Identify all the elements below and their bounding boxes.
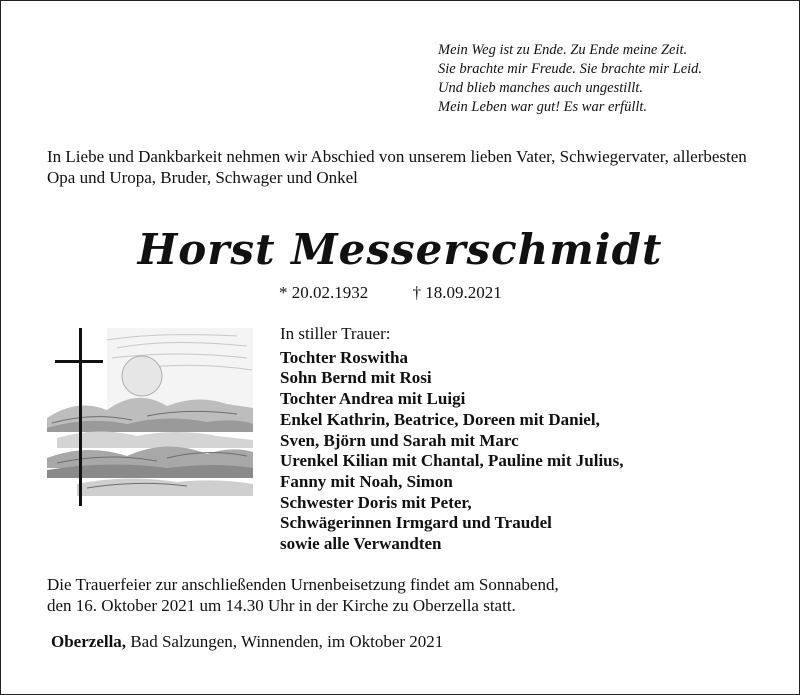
mourner-line: sowie alle Verwandten bbox=[280, 534, 442, 554]
mourner-line: Fanny mit Noah, Simon bbox=[280, 471, 453, 491]
deceased-name: Horst Messerschmidt bbox=[137, 225, 663, 274]
poem-line: Mein Leben war gut! Es war erfüllt. bbox=[438, 99, 648, 115]
mourner-line: Urenkel Kilian mit Chantal, Pauline mit Julius, bbox=[280, 451, 624, 471]
birth-date: * 20.02.1932 bbox=[279, 283, 369, 302]
poem bbox=[438, 41, 778, 117]
mourner-line: Schwester Doris mit Peter, bbox=[280, 492, 472, 512]
mourning-list bbox=[280, 324, 624, 555]
places-rest: Bad Salzungen, Winnenden, im Oktober 2021 bbox=[126, 632, 444, 651]
cross-landscape-icon bbox=[47, 328, 253, 528]
ceremony-notice bbox=[47, 574, 767, 616]
life-dates bbox=[279, 283, 502, 303]
place-main: Oberzella, bbox=[51, 632, 127, 651]
intro-text: In Liebe und Dankbarkeit nehmen wir Abschied von unserem lieben Vater, Schwiegervater, allerbesten Opa und Uropa, Bruder, Schwager und Onkel bbox=[47, 147, 747, 187]
poem-line: Und blieb manches auch ungestillt. bbox=[438, 80, 643, 96]
ceremony-line: den 16. Oktober 2021 um 14.30 Uhr in der Kirche zu Oberzella statt. bbox=[47, 596, 516, 615]
places-and-date bbox=[51, 632, 443, 652]
death-date: † 18.09.2021 bbox=[412, 283, 502, 302]
mourning-heading: In stiller Trauer: bbox=[280, 324, 391, 343]
mourner-line: Schwägerinnen Irmgard und Traudel bbox=[280, 513, 552, 533]
mourner-line: Sohn Bernd mit Rosi bbox=[280, 368, 432, 388]
poem-line: Sie brachte mir Freude. Sie brachte mir Leid. bbox=[438, 61, 703, 77]
mourner-line: Tochter Andrea mit Luigi bbox=[280, 389, 466, 409]
mourner-line: Sven, Björn und Sarah mit Marc bbox=[280, 430, 519, 450]
mourner-line: Enkel Kathrin, Beatrice, Doreen mit Daniel, bbox=[280, 409, 600, 429]
mourner-line: Tochter Roswitha bbox=[280, 347, 408, 367]
ceremony-line: Die Trauerfeier zur anschließenden Urnenbeisetzung findet am Sonnabend, bbox=[47, 575, 559, 594]
poem-line: Mein Weg ist zu Ende. Zu Ende meine Zeit. bbox=[438, 42, 688, 58]
